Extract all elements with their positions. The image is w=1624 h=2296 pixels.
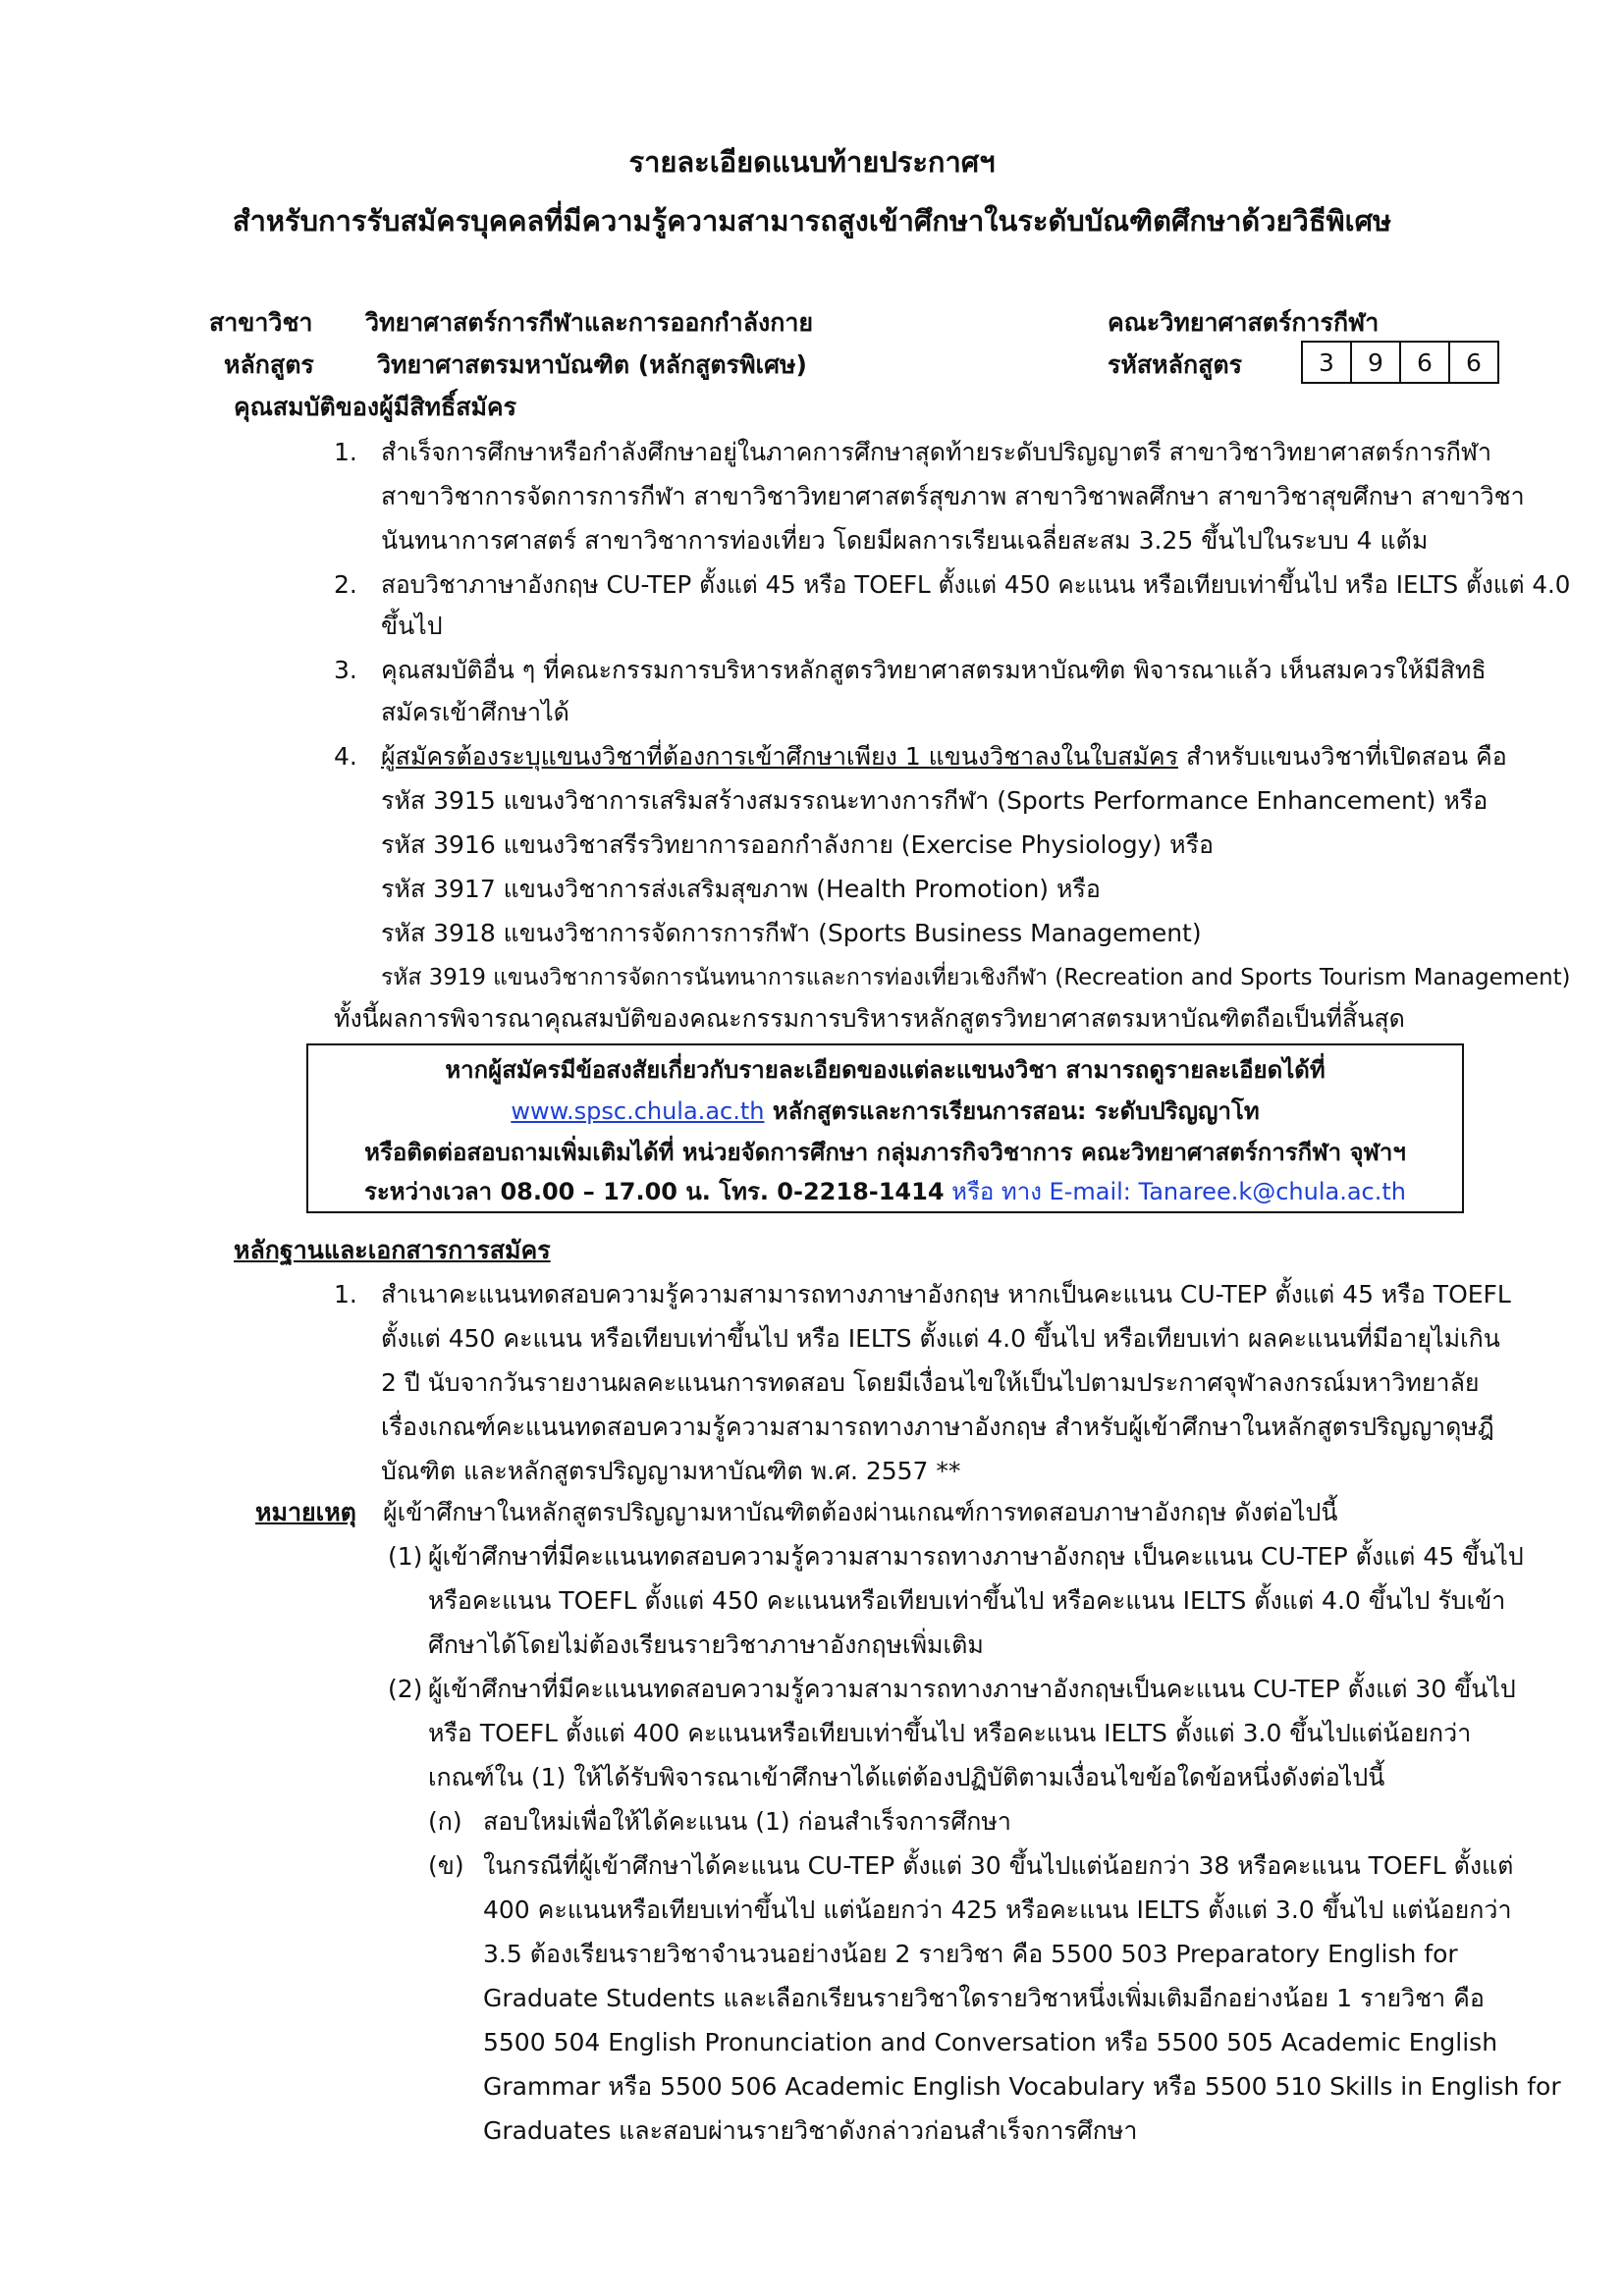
remark-number: (1) [388,1542,423,1571]
notice-line: หากผู้สมัครมีข้อสงสัยเกี่ยวกับรายละเอียดของแต่ละแขนงวิชา สามารถดูรายละเอียดได้ที่ [445,1056,1326,1084]
track-item: รหัส 3917 แขนงวิชาการส่งเสริมสุขภาพ (Health Promotion) หรือ [381,875,1101,903]
major-label: สาขาวิชา [209,308,313,337]
qualification-2-line: สอบวิชาภาษาอังกฤษ CU-TEP ตั้งแต่ 45 หรือ TOEFL ตั้งแต่ 450 คะแนน หรือเทียบเท่าขึ้นไป หรือ IELTS ตั้งแต่ 4.0 [381,570,1571,599]
document-1-line: เรื่องเกณฑ์คะแนนทดสอบความรู้ความสามารถทางภาษาอังกฤษ สำหรับผู้เข้าศึกษาในหลักสูตรปริญญาดุษฎี [381,1413,1494,1441]
remark-number: (2) [388,1675,423,1703]
documents-heading: หลักฐานและเอกสารการสมัคร [234,1236,551,1264]
remark-kho-line: ในกรณีที่ผู้เข้าศึกษาได้คะแนน CU-TEP ตั้งแต่ 30 ขึ้นไปแต่น้อยกว่า 38 หรือคะแนน TOEFL ตั้งแต่ [483,1851,1514,1880]
remark-kho-line: 400 คะแนนหรือเทียบเท่าขึ้นไป แต่น้อยกว่า 425 หรือคะแนน IELTS ตั้งแต่ 3.0 ขึ้นไป แต่น้อยกว่า [483,1896,1512,1924]
track-requirement-rest: สำหรับแขนงวิชาที่เปิดสอน คือ [1178,742,1507,771]
qualification-3-line: สมัครเข้าศึกษาได้ [381,698,569,726]
website-link[interactable]: www.spsc.chula.ac.th [511,1097,765,1125]
remark-1-line: ผู้เข้าศึกษาที่มีคะแนนทดสอบความรู้ความสามารถทางภาษาอังกฤษ เป็นคะแนน CU-TEP ตั้งแต่ 45 ขึ้นไป [428,1542,1524,1571]
notice-line [308,1172,1462,1211]
remark-kho-line: Graduates และสอบผ่านรายวิชาดังกล่าวก่อนสำเร็จการศึกษา [483,2116,1138,2145]
contact-notice-box [306,1043,1464,1213]
document-1-line: ตั้งแต่ 450 คะแนน หรือเทียบเท่าขึ้นไป หรือ IELTS ตั้งแต่ 4.0 ขึ้นไป หรือเทียบเท่า ผลคะแนนที่มีอายุไม่เกิน [381,1324,1500,1353]
remark-2-line: ผู้เข้าศึกษาที่มีคะแนนทดสอบความรู้ความสามารถทางภาษาอังกฤษเป็นคะแนน CU-TEP ตั้งแต่ 30 ขึ้นไป [428,1675,1516,1703]
notice-line: หรือติดต่อสอบถามเพิ่มเติมได้ที่ หน่วยจัดการศึกษา กลุ่มภารกิจวิชาการ คณะวิทยาศาสตร์การกีฬา จุฬาฯ [364,1139,1406,1166]
remark-number: (ก) [428,1807,462,1836]
qualification-2-line: ขึ้นไป [381,612,443,640]
program-label: หลักสูตร [224,350,314,379]
notice-line [308,1092,1462,1131]
item-number: 2. [334,570,357,599]
remark-2-line: หรือ TOEFL ตั้งแต่ 400 คะแนนหรือเทียบเท่าขึ้นไป หรือคะแนน IELTS ตั้งแต่ 3.0 ขึ้นไปแต่น้อยกว่า [428,1719,1472,1747]
item-number: 1. [334,1280,357,1308]
remark-2-line: เกณฑ์ใน (1) ให้ได้รับพิจารณาเข้าศึกษาได้แต่ต้องปฏิบัติตามเงื่อนไขข้อใดข้อหนึ่งดังต่อไปนี้ [428,1763,1385,1791]
faculty-name: คณะวิทยาศาสตร์การกีฬา [1108,308,1380,337]
track-item: รหัส 3918 แขนงวิชาการจัดการการกีฬา (Sports Business Management) [381,919,1202,947]
remark-intro: ผู้เข้าศึกษาในหลักสูตรปริญญามหาบัณฑิตต้องผ่านเกณฑ์การทดสอบภาษาอังกฤษ ดังต่อไปนี้ [383,1498,1338,1526]
remark-kho-line: 3.5 ต้องเรียนรายวิชาจำนวนอย่างน้อย 2 รายวิชา คือ 5500 503 Preparatory English for [483,1940,1458,1968]
program-code-digit: 6 [1400,342,1449,383]
program-code-label: รหัสหลักสูตร [1108,350,1243,379]
qualification-1-line: สาขาวิชาการจัดการการกีฬา สาขาวิชาวิทยาศาสตร์สุขภาพ สาขาวิชาพลศึกษา สาขาวิชาสุขศึกษา สาขาวิชา [381,482,1525,510]
notice-line-rest: หลักสูตรและการเรียนการสอน: ระดับปริญญาโท [764,1097,1260,1125]
track-item: รหัส 3915 แขนงวิชาการเสริมสร้างสมรรถนะทางการกีฬา (Sports Performance Enhancement) หรือ [381,786,1489,815]
remark-number: (ข) [428,1851,464,1880]
track-item: รหัส 3919 แขนงวิชาการจัดการนันทนาการและการท่องเที่ยวเชิงกีฬา (Recreation and Sports Tourism Management) [381,965,1571,990]
qualifications-heading: คุณสมบัติของผู้มีสิทธิ์สมัคร [234,393,517,421]
remark-ka-text: สอบใหม่เพื่อให้ได้คะแนน (1) ก่อนสำเร็จการศึกษา [483,1807,1011,1836]
document-1-line: 2 ปี นับจากวันรายงานผลคะแนนการทดสอบ โดยมีเงื่อนไขให้เป็นไปตามประกาศจุฬาลงกรณ์มหาวิทยาลัย [381,1368,1480,1397]
document-subtitle: สำหรับการรับสมัครบุคคลที่มีความรู้ความสามารถสูงเข้าศึกษาในระดับบัณฑิตศึกษาด้วยวิธีพิเศษ [232,204,1392,238]
item-number: 4. [334,742,357,771]
document-title: รายละเอียดแนบท้ายประกาศฯ [628,145,996,179]
qualification-final-note: ทั้งนี้ผลการพิจารณาคุณสมบัติของคณะกรรมการบริหารหลักสูตรวิทยาศาสตรมหาบัณฑิตถือเป็นที่สิ้นสุด [334,1004,1405,1033]
email-contact[interactable]: หรือ ทาง E-mail: Tanaree.k@chula.ac.th [944,1178,1407,1205]
item-number: 1. [334,438,357,466]
remark-label: หมายเหตุ [255,1498,356,1526]
remark-1-line: ศึกษาได้โดยไม่ต้องเรียนรายวิชาภาษาอังกฤษเพิ่มเติม [428,1630,984,1659]
program-value: วิทยาศาสตรมหาบัณฑิต (หลักสูตรพิเศษ) [377,350,807,379]
qualification-3-line: คุณสมบัติอื่น ๆ ที่คณะกรรมการบริหารหลักสูตรวิทยาศาสตรมหาบัณฑิต พิจารณาแล้ว เห็นสมควรให้มีสิทธิ [381,656,1487,684]
program-code-digit: 3 [1302,342,1351,383]
remark-1-line: หรือคะแนน TOEFL ตั้งแต่ 450 คะแนนหรือเทียบเท่าขึ้นไป หรือคะแนน IELTS ตั้งแต่ 4.0 ขึ้นไป รับเข้า [428,1586,1506,1615]
document-1-line: บัณฑิต และหลักสูตรปริญญามหาบัณฑิต พ.ศ. 2557 ** [381,1457,961,1485]
document-1-line: สำเนาคะแนนทดสอบความรู้ความสามารถทางภาษาอังกฤษ หากเป็นคะแนน CU-TEP ตั้งแต่ 45 หรือ TOEFL [381,1280,1511,1308]
remark-kho-line: Grammar หรือ 5500 506 Academic English Vocabulary หรือ 5500 510 Skills in English for [483,2072,1561,2101]
remark-kho-line: Graduate Students และเลือกเรียนรายวิชาใดรายวิชาหนึ่งเพิ่มเติมอีกอย่างน้อย 1 รายวิชา คือ [483,1984,1485,2012]
program-code-digit: 6 [1449,342,1498,383]
item-number: 3. [334,656,357,684]
qualification-1-line: นันทนาการศาสตร์ สาขาวิชาการท่องเที่ยว โดยมีผลการเรียนเฉลี่ยสะสม 3.25 ขึ้นไปในระบบ 4 แต้ม [381,526,1429,555]
qualification-1-line: สำเร็จการศึกษาหรือกำลังศึกษาอยู่ในภาคการศึกษาสุดท้ายระดับปริญญาตรี สาขาวิชาวิทยาศาสตร์การกีฬา [381,438,1492,466]
major-value: วิทยาศาสตร์การกีฬาและการออกกำลังกาย [365,308,814,337]
program-code-digit: 9 [1351,342,1400,383]
track-requirement-underlined: ผู้สมัครต้องระบุแขนงวิชาที่ต้องการเข้าศึกษาเพียง 1 แขนงวิชาลงในใบสมัคร [381,742,1179,771]
track-item: รหัส 3916 แขนงวิชาสรีรวิทยาการออกกำลังกาย (Exercise Physiology) หรือ [381,830,1215,859]
qualification-4-line [381,737,1507,776]
program-code-table [1301,341,1499,384]
remark-kho-line: 5500 504 English Pronunciation and Conversation หรือ 5500 505 Academic English [483,2028,1498,2056]
office-hours-phone: ระหว่างเวลา 08.00 – 17.00 น. โทร. 0-2218-1414 [363,1178,945,1205]
